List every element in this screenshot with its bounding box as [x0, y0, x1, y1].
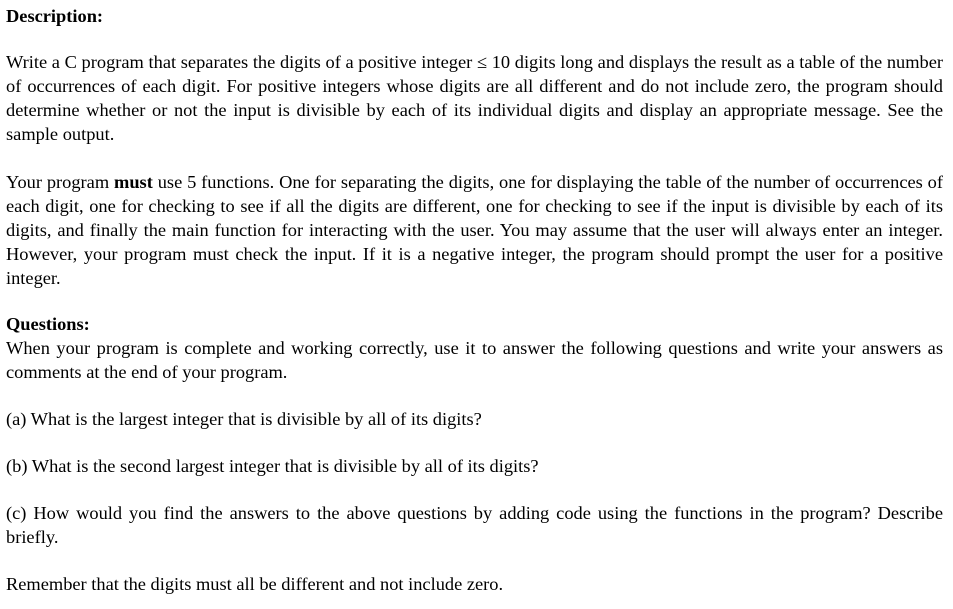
question-a: (a) What is the largest integer that is divisible by all of its digits? [6, 409, 482, 429]
description-paragraph-1: Write a C program that separates the digits of a positive integer ≤ 10 digits long and displays the result as a table of the number of occurrences of each digit. For positive integers whose digits are all different and do not include zero, the program should determine whether or not the input is divisible by each of its individual digits and display an appropriate message. See the sample output. [6, 52, 943, 144]
description-heading: Description: [6, 6, 104, 26]
para2-text-start: Your program [6, 172, 114, 192]
reminder-note: Remember that the digits must all be different and not include zero. [6, 574, 504, 594]
para2-text-end: use 5 functions. One for separating the digits, one for displaying the table of the number of occurrences of each digit, one for checking to see if all the digits are different, one for checking to see if the input is divisible by each of its digits, and finally the main function for interacting with the user. You may assume that the user will always enter an integer. However, your program must check the input. If it is a negative integer, the program should prompt the user for a positive integer. [6, 172, 943, 288]
description-paragraph-2 [6, 170, 943, 290]
para2-emphasis-must: must [114, 172, 153, 192]
questions-intro: When your program is complete and working correctly, use it to answer the following questions and write your answers as comments at the end of your program. [6, 338, 943, 382]
questions-heading: Questions: [6, 314, 90, 334]
question-b: (b) What is the second largest integer that is divisible by all of its digits? [6, 456, 539, 476]
question-c: (c) How would you find the answers to the above questions by adding code using the functions in the program? Describe briefly. [6, 503, 943, 547]
